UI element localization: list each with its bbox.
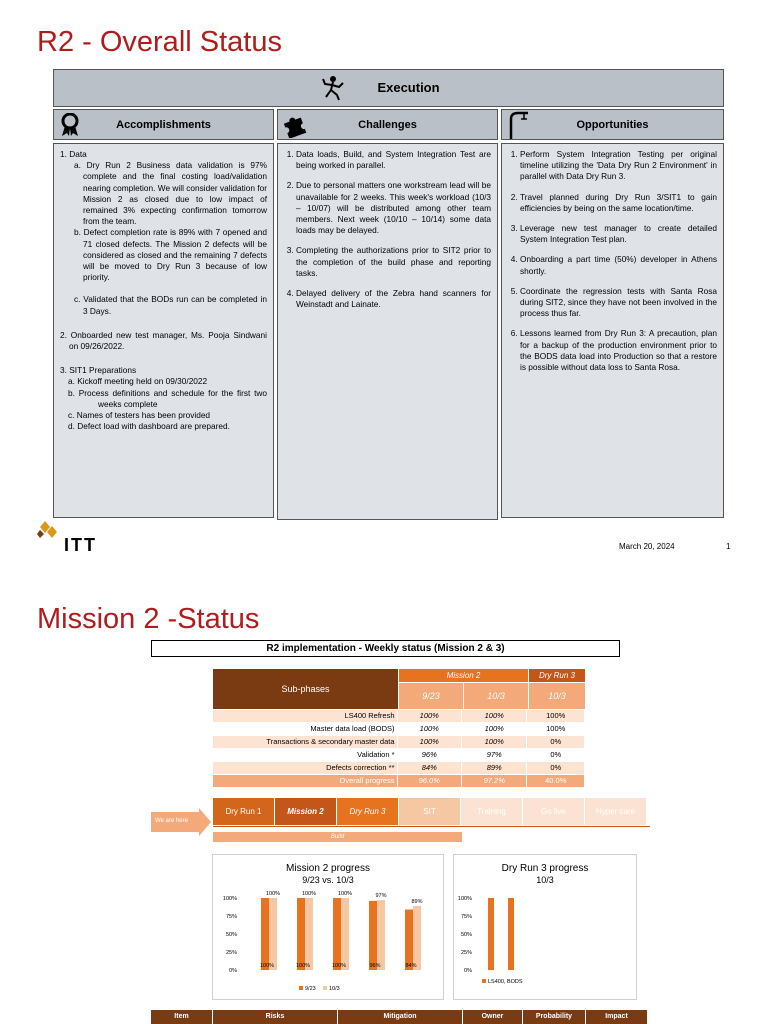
accomplishment-item: 1. Data (60, 149, 87, 159)
risk-column-header: Probability (523, 1010, 585, 1024)
row-label: Overall progress (213, 775, 397, 787)
row-value: 96.0% (398, 775, 461, 787)
table-row (213, 736, 585, 748)
challenge-item: 3. Completing the authorizations prior to SIT2 prior to the completion of the build phase and reporting tasks. (296, 245, 491, 279)
opportunities-body (501, 143, 724, 518)
dryrun3-chart-svg (454, 855, 638, 1001)
legend-label: 9/23 (305, 986, 316, 992)
opportunity-item: 1. Perform System Integration Testing per original timeline utilizing the 'Data Dry Run 2 Environment' in parallel with Data Dry Run 3. (520, 149, 717, 183)
phase-step: Mission 2 (275, 798, 336, 825)
row-value: 100% (398, 723, 461, 735)
bar-10-3 (341, 898, 349, 970)
data-label: 100% (301, 891, 317, 897)
opportunity-item: 3. Leverage new test manager to create detailed System Integration Test plan. (520, 223, 717, 245)
opportunities-header (501, 109, 724, 140)
accomplishment-subitem: d. Defect load with dashboard are prepared. (68, 421, 230, 432)
risk-column-header: Item (151, 1010, 212, 1024)
itt-logo-icon (37, 521, 59, 541)
data-label: 100% (259, 963, 275, 969)
data-label: 84% (405, 963, 417, 969)
row-value: 97.2% (462, 775, 526, 787)
y-tick-label: 50% (225, 932, 237, 938)
date-header: 9/23 (399, 683, 463, 709)
challenge-item: 2. Due to personal matters one workstream lead will be unavailable for 2 weeks. This week's workload (10/3 – 10/07) will be distributed among other team members. Next week (10/10 – 10/14) some data loads may be delayed. (296, 180, 491, 236)
row-value: 100% (462, 736, 526, 748)
y-tick-label: 75% (225, 914, 237, 920)
accomplishments-header (53, 109, 274, 140)
row-label: Transactions & secondary master data (213, 736, 397, 748)
opportunities-label: Opportunities (576, 119, 649, 131)
row-value: 100% (398, 710, 461, 722)
y-tick-label: 50% (460, 932, 472, 938)
bar-dryrun3 (508, 898, 514, 970)
table-row (213, 775, 585, 787)
y-tick-label: 75% (460, 914, 472, 920)
legend-swatch (323, 986, 327, 990)
bar-9-23 (261, 898, 269, 970)
build-bar: Build (213, 832, 462, 842)
risk-column-header: Mitigation (338, 1010, 462, 1024)
row-value: 100% (462, 723, 526, 735)
mission2-chart (212, 854, 444, 1000)
table-row (213, 723, 585, 735)
bar-10-3 (413, 906, 421, 970)
row-value: 100% (462, 710, 526, 722)
row-value: 40.0% (527, 775, 584, 787)
bar-10-3 (269, 898, 277, 970)
y-tick-label: 0% (464, 968, 472, 974)
accomplishment-item: 3. SIT1 Preparations (60, 365, 137, 376)
row-label: LS400 Refresh (213, 710, 397, 722)
row-value: 100% (527, 723, 584, 735)
phase-step: Go live (523, 798, 584, 825)
row-value: 0% (527, 749, 584, 761)
page-number: 1 (726, 542, 731, 551)
accomplishment-subitem: c. Validated that the BODs run can be completed in 3 Days. (74, 294, 267, 316)
table-row (213, 749, 585, 761)
we-are-here-label: We are here (155, 818, 188, 824)
data-label: 100% (265, 891, 281, 897)
accomplishment-subitem: a. Kickoff meeting held on 09/30/2022 (68, 376, 208, 387)
y-tick-label: 100% (222, 896, 237, 902)
phase-step: Training (461, 798, 522, 825)
row-label: Validation * (213, 749, 397, 761)
data-label: 100% (295, 963, 311, 969)
row-value: 100% (527, 710, 584, 722)
risk-column-header: Owner (463, 1010, 522, 1024)
row-value: 97% (462, 749, 526, 761)
legend-label: 10/3 (329, 986, 340, 992)
opportunity-item: 6. Lessons learned from Dry Run 3: A precaution, plan for a backup of the production environment prior to the BODS data load into Production so that a restore is possible without data loss to Santa Rosa. (520, 328, 717, 373)
we-are-here-arrow (151, 808, 211, 836)
legend-swatch (482, 979, 486, 983)
mission2-header: Mission 2 (399, 669, 528, 682)
row-value: 0% (527, 736, 584, 748)
chart-title: Mission 2 progress (286, 863, 370, 874)
accomplishment-subitem: c. Names of testers has been provided (68, 410, 211, 421)
row-label: Master data load (BODS) (213, 723, 397, 735)
status-table-rows (213, 710, 585, 788)
accomplishment-item: 2. Onboarded new test manager, Ms. Pooja Sindwani on 09/26/2022. (60, 329, 267, 352)
row-label: Defects correction ** (213, 762, 397, 774)
challenges-header (277, 109, 498, 140)
footer-date: March 20, 2024 (619, 542, 675, 551)
accomplishments-body (53, 143, 274, 518)
subphases-header: Sub-phases (213, 669, 398, 709)
bar-dryrun3 (488, 898, 494, 970)
bar-10-3 (377, 900, 385, 970)
legend-label: LS400, BODS (488, 979, 523, 985)
opportunity-item: 2. Travel planned during Dry Run 3/SIT1 to gain efficiencies by being on the same location/time. (520, 192, 717, 214)
bar-10-3 (305, 898, 313, 970)
y-tick-label: 25% (460, 950, 472, 956)
chart-subtitle: 9/23 vs. 10/3 (302, 875, 354, 885)
row-value: 89% (462, 762, 526, 774)
bar-9-23 (297, 898, 305, 970)
opportunity-item: 4. Onboarding a part time (50%) developer in Athens shortly. (520, 254, 717, 276)
row-value: 100% (398, 736, 461, 748)
slide2-title: Mission 2 -Status (37, 603, 260, 635)
execution-label: Execution (377, 80, 440, 95)
accomplishment-subitem: b. Defect completion rate is 89% with 7 opened and 71 closed defects. The Mission 2 defects will be considered as closed and the remaining 7 defects will be moved to Dry Run 3 because of low priority. (74, 227, 267, 283)
row-value: 0% (527, 762, 584, 774)
risk-column-header: Impact (586, 1010, 647, 1024)
data-label: 97% (375, 893, 387, 900)
legend-swatch (299, 986, 303, 990)
y-tick-label: 0% (229, 968, 237, 974)
bar-9-23 (333, 898, 341, 970)
timeline-line (213, 826, 650, 827)
accomplishment-subitem: a. Dry Run 2 Business data validation is 97% complete and the final costing load/validation nearing completion. We will consider validation for Mission 2 as closed due to low impact of remained 3% expecting confirmation tomorrow from the team. (74, 160, 267, 227)
accomplishments-label: Accomplishments (116, 119, 211, 131)
dryrun3-chart (453, 854, 637, 1000)
bar-9-23 (369, 901, 377, 970)
accomplishment-subitem: b. Process definitions and schedule for the first two weeks complete (68, 387, 267, 409)
y-tick-label: 100% (457, 896, 472, 902)
data-label: 100% (337, 891, 353, 897)
risk-column-header: Risks (213, 1010, 337, 1024)
bar-9-23 (405, 910, 413, 970)
mission2-chart-svg (213, 855, 445, 1001)
slide1-title: R2 - Overall Status (37, 26, 282, 58)
data-label: 96% (369, 963, 381, 969)
challenge-item: 1. Data loads, Build, and System Integration Test are being worked in parallel. (296, 149, 491, 171)
date-header: 10/3 (529, 683, 585, 709)
row-value: 96% (398, 749, 461, 761)
date-header: 10/3 (464, 683, 528, 709)
table-row (213, 762, 585, 774)
phase-step: SIT (399, 798, 460, 825)
itt-logo-text: ITT (64, 535, 97, 555)
phase-step: Hyper care (585, 798, 646, 825)
weekly-status-banner: R2 implementation - Weekly status (Mission 2 & 3) (151, 640, 620, 657)
table-row (213, 710, 585, 722)
row-value: 84% (398, 762, 461, 774)
data-label: 89% (411, 898, 423, 905)
chart-title: Dry Run 3 progress (501, 863, 589, 874)
execution-header (53, 69, 724, 107)
y-tick-label: 25% (225, 950, 237, 956)
phase-step: Dry Run 1 (213, 798, 274, 825)
challenge-item: 4. Delayed delivery of the Zebra hand scanners for Weinstadt and Lainate. (296, 288, 491, 310)
opportunity-item: 5. Coordinate the regression tests with Santa Rosa during SIT2, since they have not been involved in the process thus far. (520, 286, 717, 320)
dryrun3-header: Dry Run 3 (529, 669, 585, 682)
phase-step: Dry Run 3 (337, 798, 398, 825)
data-label: 100% (331, 963, 347, 969)
challenges-body (277, 143, 498, 520)
challenges-label: Challenges (358, 119, 417, 131)
chart-subtitle: 10/3 (536, 875, 554, 885)
